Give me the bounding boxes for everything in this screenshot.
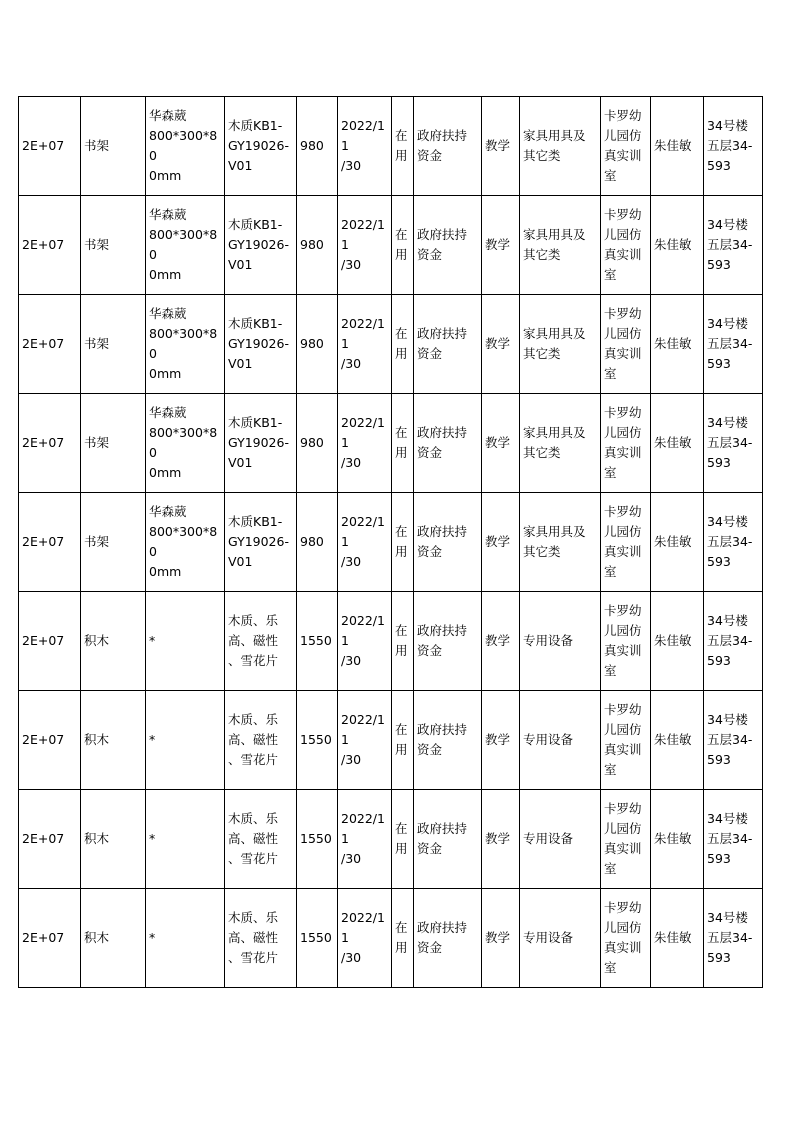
model-cell: 木质、乐 高、磁性 、雪花片	[225, 790, 297, 889]
funding-source-cell: 政府扶持 资金	[414, 97, 482, 196]
location-cell: 卡罗幼 儿园仿 真实训 室	[601, 691, 651, 790]
custodian-cell: 朱佳敏	[651, 691, 704, 790]
status-cell: 在 用	[392, 295, 414, 394]
asset-number-cell: 2E+07	[19, 295, 81, 394]
status-cell: 在 用	[392, 394, 414, 493]
funding-source-cell: 政府扶持 资金	[414, 493, 482, 592]
room-cell: 34号楼 五层34- 593	[704, 196, 763, 295]
acquire-date-cell: 2022/11 /30	[338, 295, 392, 394]
location-cell: 卡罗幼 儿园仿 真实训 室	[601, 790, 651, 889]
asset-name-cell: 书架	[81, 394, 146, 493]
funding-source-cell: 政府扶持 资金	[414, 691, 482, 790]
asset-number-cell: 2E+07	[19, 493, 81, 592]
category-cell: 专用设备	[520, 889, 601, 988]
custodian-cell: 朱佳敏	[651, 97, 704, 196]
category-cell: 家具用具及 其它类	[520, 97, 601, 196]
funding-source-cell: 政府扶持 资金	[414, 790, 482, 889]
table-row	[19, 493, 763, 592]
location-cell: 卡罗幼 儿园仿 真实训 室	[601, 97, 651, 196]
location-cell: 卡罗幼 儿园仿 真实训 室	[601, 493, 651, 592]
asset-number-cell: 2E+07	[19, 889, 81, 988]
asset-name-cell: 积木	[81, 889, 146, 988]
table-row	[19, 889, 763, 988]
model-cell: 木质KB1- GY19026- V01	[225, 97, 297, 196]
status-cell: 在 用	[392, 691, 414, 790]
asset-name-cell: 积木	[81, 790, 146, 889]
model-cell: 木质KB1- GY19026- V01	[225, 493, 297, 592]
acquire-date-cell: 2022/11 /30	[338, 889, 392, 988]
room-cell: 34号楼 五层34- 593	[704, 592, 763, 691]
acquire-date-cell: 2022/11 /30	[338, 592, 392, 691]
location-cell: 卡罗幼 儿园仿 真实训 室	[601, 394, 651, 493]
custodian-cell: 朱佳敏	[651, 493, 704, 592]
usage-cell: 教学	[482, 493, 520, 592]
price-cell: 1550	[297, 790, 338, 889]
usage-cell: 教学	[482, 196, 520, 295]
usage-cell: 教学	[482, 295, 520, 394]
category-cell: 家具用具及 其它类	[520, 196, 601, 295]
usage-cell: 教学	[482, 394, 520, 493]
room-cell: 34号楼 五层34- 593	[704, 295, 763, 394]
funding-source-cell: 政府扶持 资金	[414, 889, 482, 988]
model-cell: 木质KB1- GY19026- V01	[225, 295, 297, 394]
usage-cell: 教学	[482, 889, 520, 988]
asset-number-cell: 2E+07	[19, 790, 81, 889]
brand-spec-cell: 华森葳 800*300*80 0mm	[146, 295, 225, 394]
room-cell: 34号楼 五层34- 593	[704, 790, 763, 889]
table-row	[19, 592, 763, 691]
table-row	[19, 196, 763, 295]
status-cell: 在 用	[392, 592, 414, 691]
funding-source-cell: 政府扶持 资金	[414, 394, 482, 493]
category-cell: 家具用具及 其它类	[520, 295, 601, 394]
price-cell: 1550	[297, 889, 338, 988]
price-cell: 1550	[297, 691, 338, 790]
table-row	[19, 691, 763, 790]
price-cell: 980	[297, 196, 338, 295]
funding-source-cell: 政府扶持 资金	[414, 295, 482, 394]
asset-name-cell: 书架	[81, 295, 146, 394]
price-cell: 980	[297, 295, 338, 394]
custodian-cell: 朱佳敏	[651, 295, 704, 394]
funding-source-cell: 政府扶持 资金	[414, 592, 482, 691]
asset-number-cell: 2E+07	[19, 394, 81, 493]
price-cell: 980	[297, 394, 338, 493]
acquire-date-cell: 2022/11 /30	[338, 97, 392, 196]
usage-cell: 教学	[482, 691, 520, 790]
asset-name-cell: 书架	[81, 196, 146, 295]
model-cell: 木质KB1- GY19026- V01	[225, 196, 297, 295]
brand-spec-cell: *	[146, 691, 225, 790]
location-cell: 卡罗幼 儿园仿 真实训 室	[601, 889, 651, 988]
acquire-date-cell: 2022/11 /30	[338, 394, 392, 493]
status-cell: 在 用	[392, 196, 414, 295]
room-cell: 34号楼 五层34- 593	[704, 889, 763, 988]
asset-name-cell: 书架	[81, 493, 146, 592]
status-cell: 在 用	[392, 790, 414, 889]
price-cell: 980	[297, 97, 338, 196]
price-cell: 1550	[297, 592, 338, 691]
model-cell: 木质、乐 高、磁性 、雪花片	[225, 592, 297, 691]
asset-name-cell: 积木	[81, 592, 146, 691]
custodian-cell: 朱佳敏	[651, 790, 704, 889]
asset-number-cell: 2E+07	[19, 592, 81, 691]
table-row	[19, 295, 763, 394]
table-row	[19, 394, 763, 493]
table-row	[19, 97, 763, 196]
model-cell: 木质、乐 高、磁性 、雪花片	[225, 691, 297, 790]
asset-table	[18, 96, 763, 988]
custodian-cell: 朱佳敏	[651, 889, 704, 988]
location-cell: 卡罗幼 儿园仿 真实训 室	[601, 592, 651, 691]
room-cell: 34号楼 五层34- 593	[704, 691, 763, 790]
price-cell: 980	[297, 493, 338, 592]
brand-spec-cell: 华森葳 800*300*80 0mm	[146, 196, 225, 295]
table-row	[19, 790, 763, 889]
room-cell: 34号楼 五层34- 593	[704, 394, 763, 493]
brand-spec-cell: 华森葳 800*300*80 0mm	[146, 493, 225, 592]
status-cell: 在 用	[392, 97, 414, 196]
model-cell: 木质KB1- GY19026- V01	[225, 394, 297, 493]
category-cell: 家具用具及 其它类	[520, 493, 601, 592]
category-cell: 家具用具及 其它类	[520, 394, 601, 493]
acquire-date-cell: 2022/11 /30	[338, 691, 392, 790]
category-cell: 专用设备	[520, 790, 601, 889]
asset-number-cell: 2E+07	[19, 691, 81, 790]
brand-spec-cell: *	[146, 790, 225, 889]
usage-cell: 教学	[482, 790, 520, 889]
funding-source-cell: 政府扶持 资金	[414, 196, 482, 295]
acquire-date-cell: 2022/11 /30	[338, 790, 392, 889]
asset-name-cell: 积木	[81, 691, 146, 790]
brand-spec-cell: 华森葳 800*300*80 0mm	[146, 97, 225, 196]
table-body	[19, 97, 763, 988]
location-cell: 卡罗幼 儿园仿 真实训 室	[601, 295, 651, 394]
acquire-date-cell: 2022/11 /30	[338, 196, 392, 295]
asset-name-cell: 书架	[81, 97, 146, 196]
location-cell: 卡罗幼 儿园仿 真实训 室	[601, 196, 651, 295]
room-cell: 34号楼 五层34- 593	[704, 97, 763, 196]
brand-spec-cell: *	[146, 889, 225, 988]
status-cell: 在 用	[392, 493, 414, 592]
model-cell: 木质、乐 高、磁性 、雪花片	[225, 889, 297, 988]
brand-spec-cell: 华森葳 800*300*80 0mm	[146, 394, 225, 493]
usage-cell: 教学	[482, 97, 520, 196]
custodian-cell: 朱佳敏	[651, 394, 704, 493]
custodian-cell: 朱佳敏	[651, 592, 704, 691]
brand-spec-cell: *	[146, 592, 225, 691]
acquire-date-cell: 2022/11 /30	[338, 493, 392, 592]
custodian-cell: 朱佳敏	[651, 196, 704, 295]
category-cell: 专用设备	[520, 592, 601, 691]
room-cell: 34号楼 五层34- 593	[704, 493, 763, 592]
asset-number-cell: 2E+07	[19, 97, 81, 196]
category-cell: 专用设备	[520, 691, 601, 790]
status-cell: 在 用	[392, 889, 414, 988]
asset-number-cell: 2E+07	[19, 196, 81, 295]
usage-cell: 教学	[482, 592, 520, 691]
